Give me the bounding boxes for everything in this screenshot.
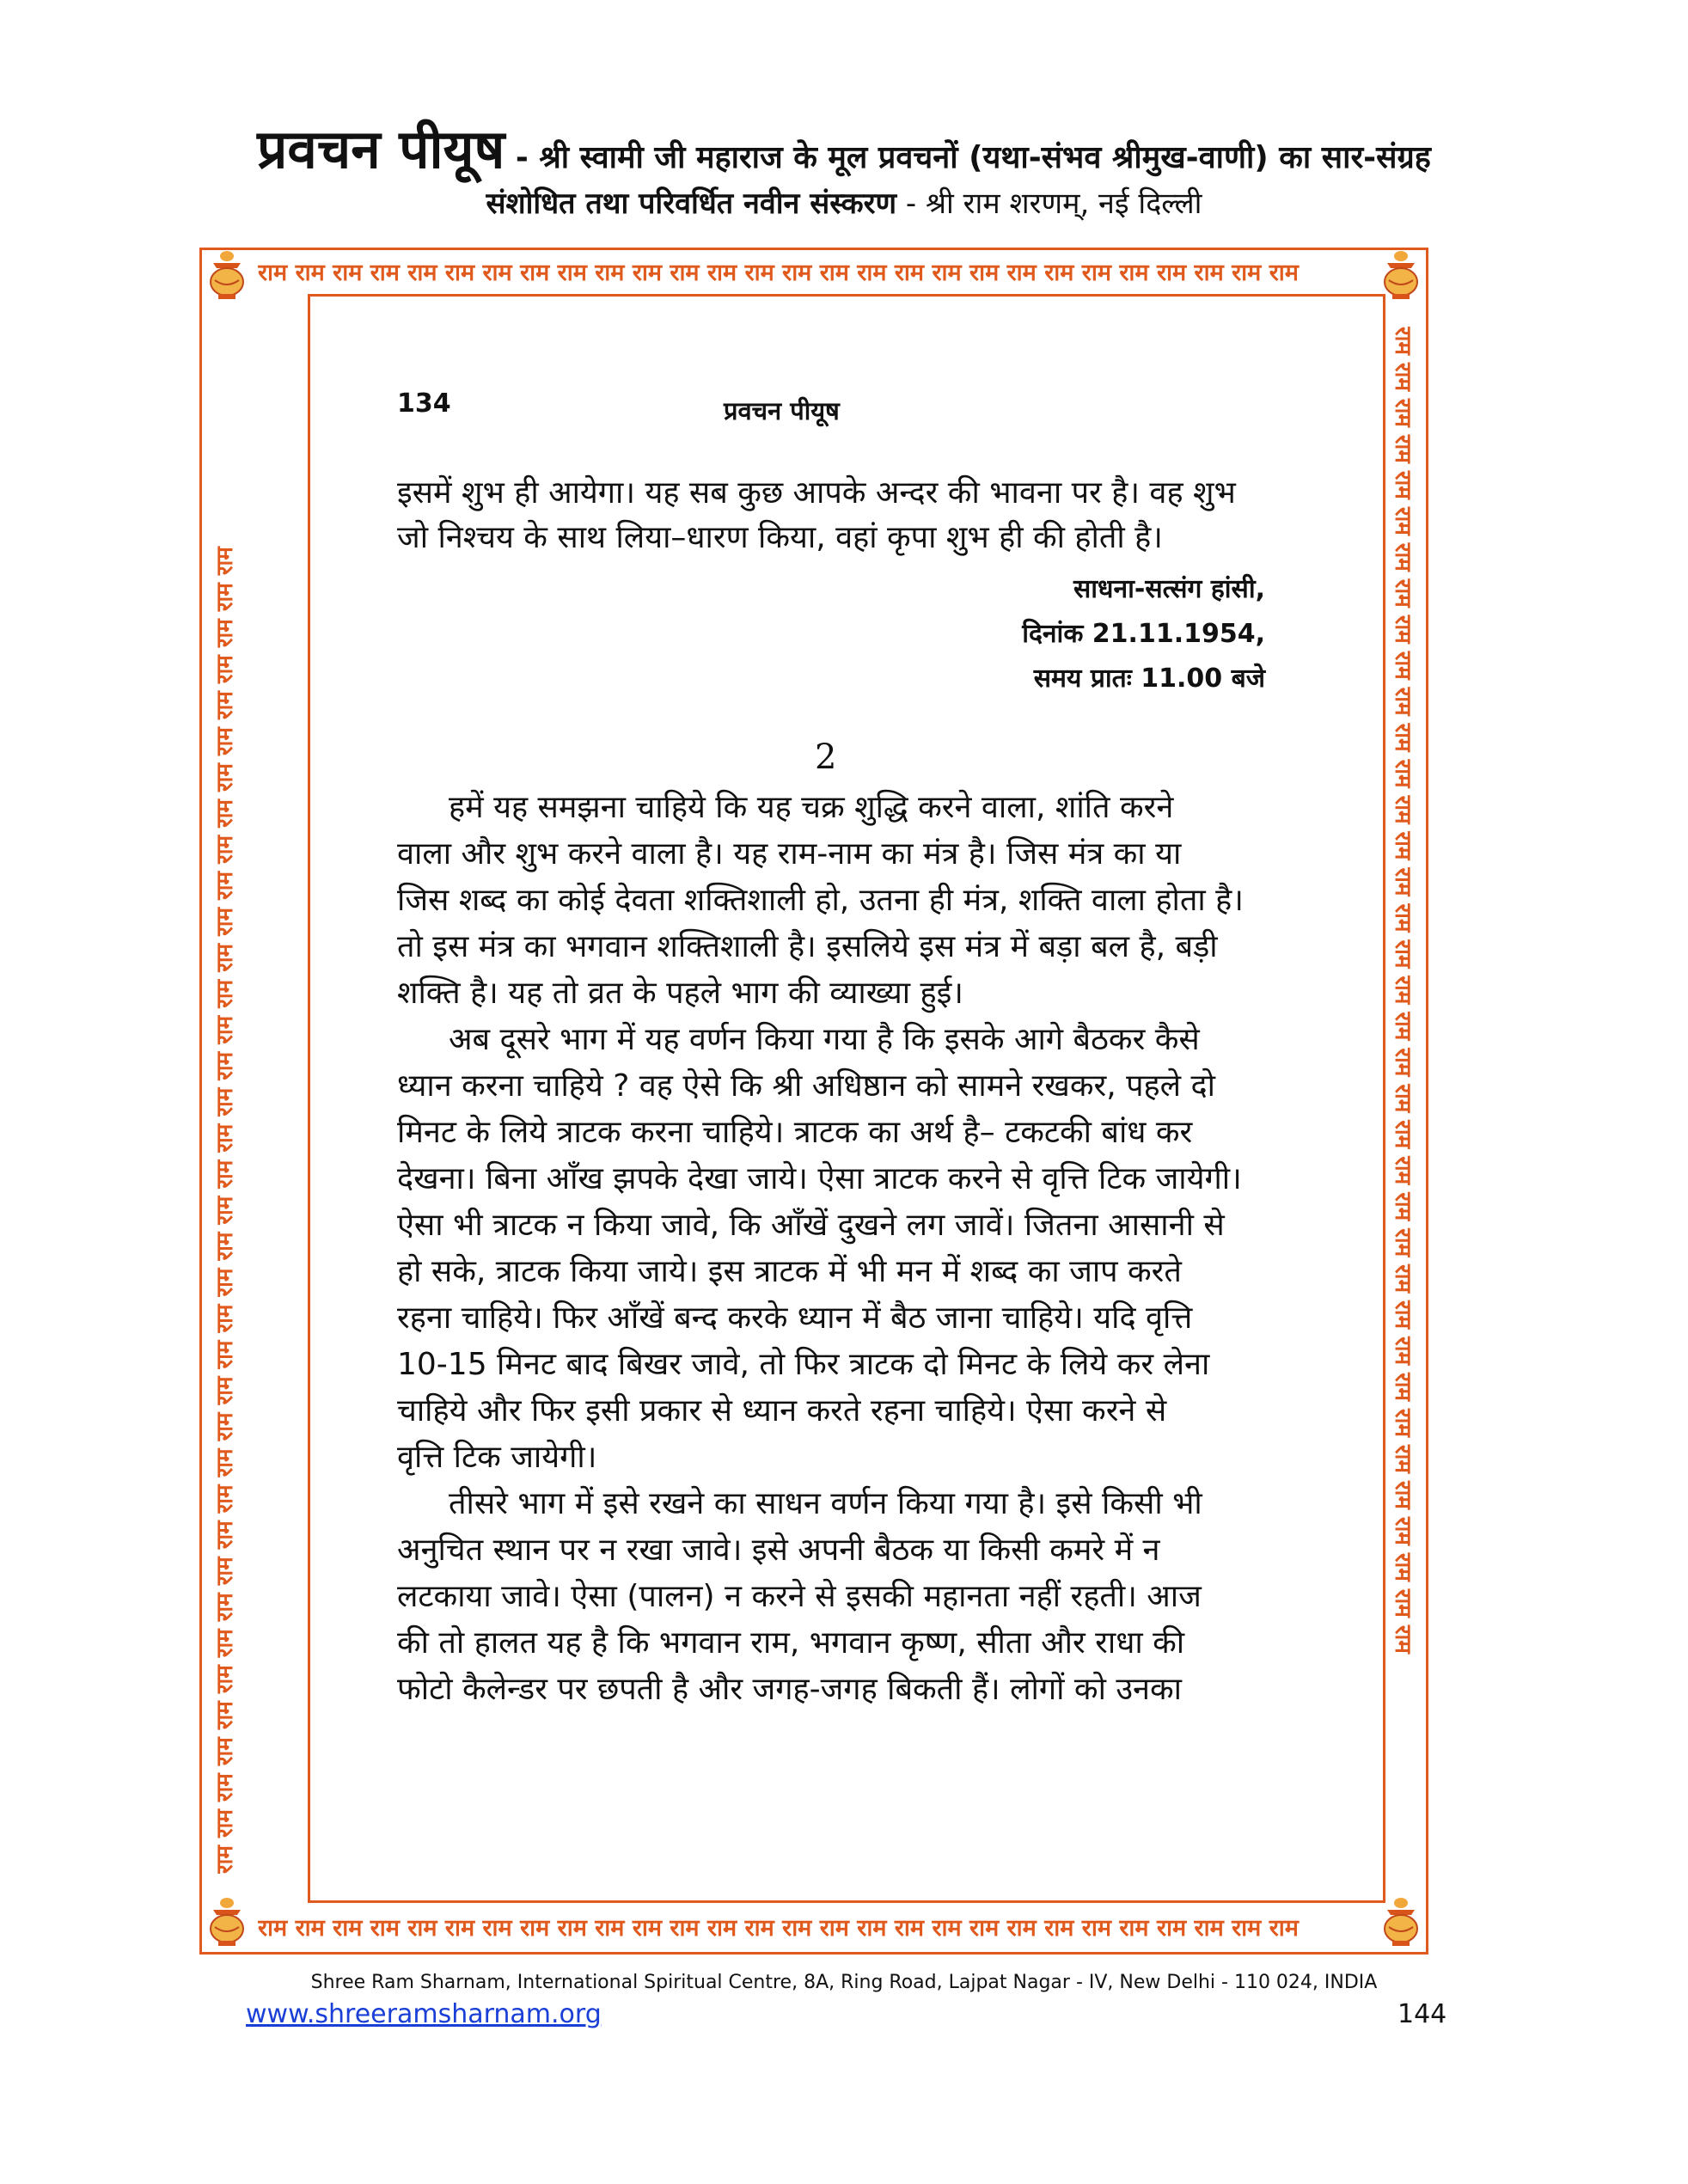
body-line: तो इस मंत्र का भगवान शक्तिशाली है। इसलिये इस मंत्र में बड़ा बल है, बड़ी <box>397 929 1218 964</box>
body-line: की तो हालत यह है कि भगवान राम, भगवान कृष्ण, सीता और राधा की <box>397 1625 1185 1661</box>
body-line: चाहिये और फिर इसी प्रकार से ध्यान करते रहना चाहिये। ऐसा करने से <box>397 1393 1167 1428</box>
body-line: ध्यान करना चाहिये ? वह ऐसे कि श्री अधिष्ठान को सामने रखकर, पहले दो <box>397 1068 1215 1104</box>
page-number: 144 <box>1397 1999 1447 2029</box>
body-line: शक्ति है। यह तो व्रत के पहले भाग की व्याख्या हुई। <box>397 976 963 1011</box>
kalash-icon <box>1379 1896 1423 1949</box>
body-line: अब दूसरे भाग में यह वर्णन किया गया है कि इसके आगे बैठकर कैसे <box>449 1022 1200 1057</box>
body-line: फोटो कैलेन्डर पर छपती है और जगह-जगह बिकती हैं। लोगों को उनका <box>397 1672 1183 1707</box>
kalash-icon <box>205 1896 249 1949</box>
signature-date: दिनांक 21.11.1954, <box>1022 619 1265 649</box>
publisher-label: - श्री राम शरणम्, नई दिल्ली <box>896 187 1202 221</box>
intro-line: इसमें शुभ ही आयेगा। यह सब कुछ आपके अन्दर की भावना पर है। वह शुभ <box>397 475 1236 511</box>
website-link[interactable]: www.shreeramsharnam.org <box>246 1999 602 2029</box>
book-title: प्रवचन पीयूष <box>257 118 505 180</box>
body-line: तीसरे भाग में इसे रखने का साधन वर्णन किया गया है। इसे किसी भी <box>449 1486 1202 1521</box>
border-text-bottom: राम राम राम राम राम राम राम राम राम राम राम राम राम राम राम राम राम राम राम राम राम राम राम राम राम राम राम राम <box>258 1915 1299 1942</box>
border-text-right: राम राम राम राम राम राम राम राम राम राम राम राम राम राम राम राम राम राम राम राम राम राम राम राम राम राम राम राम राम राम राम राम राम राम राम राम राम <box>1390 327 1416 1654</box>
kalash-icon <box>205 249 249 303</box>
document-header-subtitle <box>0 182 1688 222</box>
body-line: हो सके, त्राटक किया जाये। इस त्राटक में भी मन में शब्द का जाप करते <box>397 1254 1182 1289</box>
body-line: देखना। बिना आँख झपके देखा जाये। ऐसा त्राटक करने से वृत्ति टिक जायेगी। <box>397 1161 1242 1196</box>
body-line: जिस शब्द का कोई देवता शक्तिशाली हो, उतना ही मंत्र, शक्ति वाला होता है। <box>397 883 1244 918</box>
running-title: प्रवचन पीयूष <box>724 396 840 425</box>
border-text-left: राम राम राम राम राम राम राम राम राम राम राम राम राम राम राम राम राम राम राम राम राम राम राम राम राम राम राम राम राम राम राम राम राम राम राम राम राम <box>212 547 238 1874</box>
body-line: लटकाया जावे। ऐसा (पालन) न करने से इसकी महानता नहीं रहती। आज <box>397 1579 1202 1614</box>
footer-address: Shree Ram Sharnam, International Spiritual Centre, 8A, Ring Road, Lajpat Nagar - IV, New Delhi - 110 024, INDIA <box>310 1972 1378 1993</box>
document-header-title <box>0 112 1688 184</box>
signature-place: साधना-सत्संग हांसी, <box>1073 574 1265 604</box>
body-line: 10-15 मिनट बाद बिखर जावे, तो फिर त्राटक दो मिनट के लिये कर लेना <box>397 1347 1210 1382</box>
inner-page-number: 134 <box>397 388 451 419</box>
body-line: ऐसा भी त्राटक न किया जावे, कि आँखें दुखने लग जावें। जितना आसानी से <box>397 1208 1225 1243</box>
body-line: अनुचित स्थान पर न रखा जावे। इसे अपनी बैठक या किसी कमरे में न <box>397 1532 1160 1568</box>
body-line: वाला और शुभ करने वाला है। यह राम-नाम का मंत्र है। जिस मंत्र का या <box>397 836 1182 872</box>
intro-line: जो निश्चय के साथ लिया–धारण किया, वहां कृपा शुभ ही की होती है। <box>397 520 1163 555</box>
kalash-icon <box>1379 249 1423 303</box>
border-text-top: राम राम राम राम राम राम राम राम राम राम राम राम राम राम राम राम राम राम राम राम राम राम राम राम राम राम राम राम <box>258 260 1299 286</box>
book-description: - श्री स्वामी जी महाराज के मूल प्रवचनों (यथा-संभव श्रीमुख-वाणी) का सार-संग्रह <box>505 140 1431 175</box>
signature-time: समय प्रातः 11.00 बजे <box>1033 664 1265 694</box>
edition-label: संशोधित तथा परिवर्धित नवीन संस्करण <box>486 187 897 221</box>
section-number: 2 <box>815 737 837 777</box>
body-line: मिनट के लिये त्राटक करना चाहिये। त्राटक का अर्थ है– टकटकी बांध कर <box>397 1115 1193 1150</box>
body-line: रहना चाहिये। फिर आँखें बन्द करके ध्यान में बैठ जाना चाहिये। यदि वृत्ति <box>397 1300 1193 1336</box>
body-line: वृत्ति टिक जायेगी। <box>397 1440 597 1475</box>
body-line: हमें यह समझना चाहिये कि यह चक्र शुद्धि करने वाला, शांति करने <box>449 790 1174 825</box>
